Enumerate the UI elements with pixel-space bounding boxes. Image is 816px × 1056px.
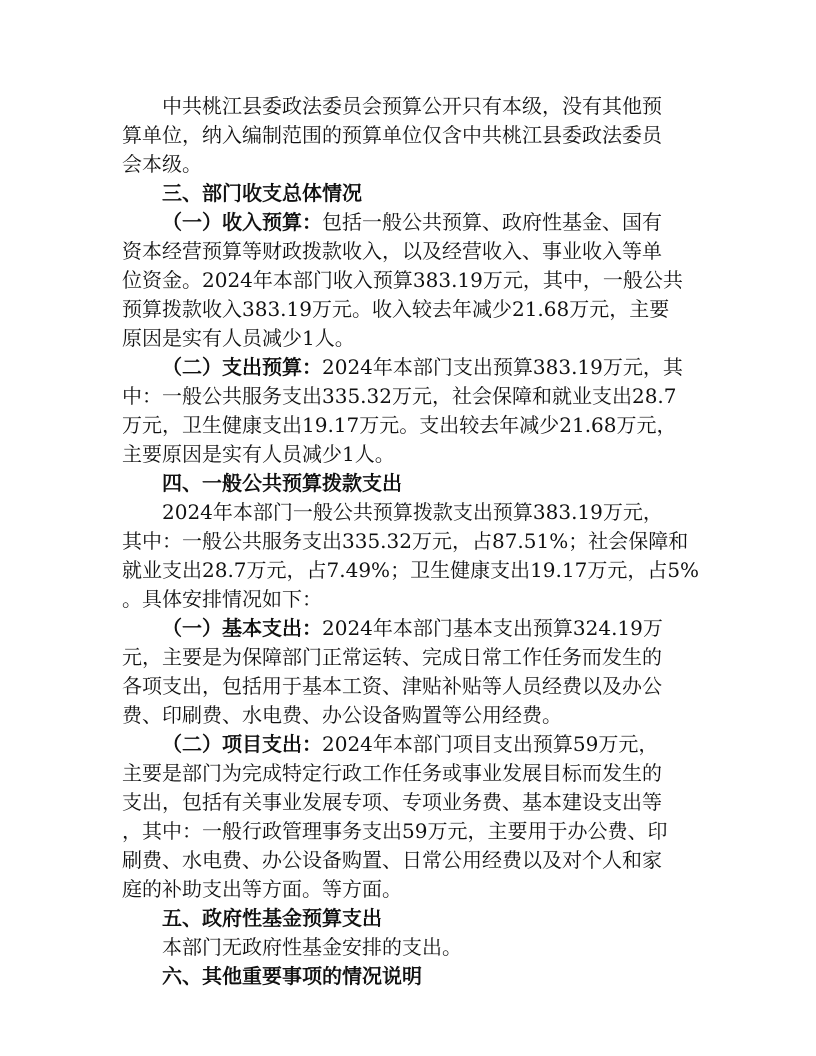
body-text-line: 主要是部门为完成特定行政工作任务或事业发展目标而发生的 bbox=[122, 761, 662, 785]
body-text-line: 预算拨款收入383.19万元。收入较去年减少21.68万元，主要 bbox=[122, 297, 670, 321]
subsection-lead: （二）支出预算： bbox=[162, 355, 322, 379]
body-text-line: 。具体安排情况如下： bbox=[122, 587, 322, 611]
body-text: 2024年本部门基本支出预算324.19万 bbox=[322, 616, 663, 640]
subsection-line-basic bbox=[162, 614, 663, 642]
body-text-line: 费、印刷费、水电费、办公设备购置等公用经费。 bbox=[122, 703, 562, 727]
body-text-line: 算单位，纳入编制范围的预算单位仅含中共桃江县委政法委员 bbox=[122, 123, 662, 147]
body-text-line: 元，主要是为保障部门正常运转、完成日常工作任务而发生的 bbox=[122, 645, 662, 669]
body-text-line: 主要原因是实有人员减少1人。 bbox=[122, 442, 395, 466]
section-heading-4: 四、一般公共预算拨款支出 bbox=[162, 471, 402, 495]
body-text-line: 支出，包括有关事业发展专项、专项业务费、基本建设支出等 bbox=[122, 790, 662, 814]
body-text-line: 庭的补助支出等方面。等方面。 bbox=[122, 877, 402, 901]
body-text-line: 会本级。 bbox=[122, 152, 202, 176]
body-text-line: 其中：一般公共服务支出335.32万元，占87.51%；社会保障和 bbox=[122, 529, 689, 553]
body-text-line: 万元，卫生健康支出19.17万元。支出较去年减少21.68万元， bbox=[122, 413, 677, 437]
subsection-lead: （二）项目支出： bbox=[162, 732, 322, 756]
body-text-line: 各项支出，包括用于基本工资、津贴补贴等人员经费以及办公 bbox=[122, 674, 662, 698]
section-heading-3: 三、部门收支总体情况 bbox=[162, 181, 362, 205]
body-text: 2024年本部门项目支出预算59万元， bbox=[322, 732, 659, 756]
body-text-line: 资本经营预算等财政拨款收入，以及经营收入、事业收入等单 bbox=[122, 239, 662, 263]
body-text-line: ，其中：一般行政管理事务支出59万元，主要用于办公费、印 bbox=[122, 819, 668, 843]
subsection-lead: （一）收入预算： bbox=[162, 210, 322, 234]
body-text-line: 2024年本部门一般公共预算拨款支出预算383.19万元， bbox=[162, 500, 663, 524]
body-text-line: 中：一般公共服务支出335.32万元，社会保障和就业支出28.7 bbox=[122, 384, 677, 408]
body-text: 包括一般公共预算、政府性基金、国有 bbox=[322, 210, 662, 234]
subsection-line-expense bbox=[162, 353, 683, 381]
body-text-line: 位资金。2024年本部门收入预算383.19万元，其中，一般公共 bbox=[122, 268, 683, 292]
body-text-line: 刷费、水电费、办公设备购置、日常公用经费以及对个人和家 bbox=[122, 848, 662, 872]
subsection-line-project bbox=[162, 730, 658, 758]
subsection-line-income bbox=[162, 208, 662, 236]
section-heading-6: 六、其他重要事项的情况说明 bbox=[162, 964, 422, 988]
body-text-line: 中共桃江县委政法委员会预算公开只有本级，没有其他预 bbox=[162, 94, 662, 118]
body-text: 2024年本部门支出预算383.19万元，其 bbox=[322, 355, 683, 379]
body-text-line: 本部门无政府性基金安排的支出。 bbox=[162, 935, 462, 959]
body-text-line: 原因是实有人员减少1人。 bbox=[122, 326, 355, 350]
section-heading-5: 五、政府性基金预算支出 bbox=[162, 906, 382, 930]
body-text-line: 就业支出28.7万元，占7.49%；卫生健康支出19.17万元，占5% bbox=[122, 558, 700, 582]
subsection-lead: （一）基本支出： bbox=[162, 616, 322, 640]
